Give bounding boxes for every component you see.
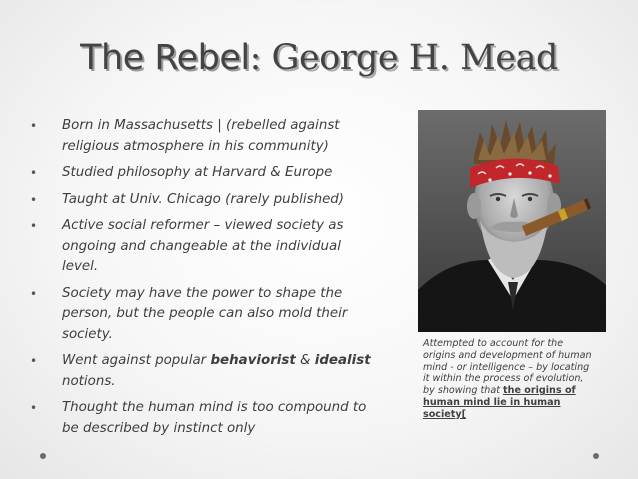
caption-link[interactable]: the origins of human mind lie in human society[ <box>423 385 576 420</box>
title-name: : George H. Mead <box>249 38 558 78</box>
portrait-svg <box>418 110 606 332</box>
bullet-dot: • <box>30 354 38 368</box>
bullet-item <box>30 398 380 439</box>
corner-dot-left <box>40 453 46 459</box>
bullet-bold-behaviorist: behaviorist <box>210 353 296 368</box>
photo-caption <box>423 338 595 421</box>
title-rebel: The Rebel <box>80 38 250 78</box>
bullet-item <box>30 116 380 157</box>
bullet-text: Active social reformer – viewed society as ongoing and changeable at the individual level. <box>62 218 344 274</box>
bullet-dot: • <box>30 119 38 133</box>
bullet-text: notions. <box>62 373 116 389</box>
bullet-dot: • <box>30 166 38 180</box>
bullet-dot: • <box>30 401 38 415</box>
slide-title <box>0 38 638 78</box>
bullet-item <box>30 351 380 392</box>
bullet-text: Studied philosophy at Harvard & Europe <box>62 165 333 180</box>
caption-text: Attempted to account for the origins and development of human mind - or intelligence – by locating it within the process of evolution, by showing that <box>423 338 592 397</box>
bullet-text: & <box>295 353 315 368</box>
bullet-dot: • <box>30 192 38 207</box>
bullet-text: Thought the human mind is too compound to be described by instinct only <box>62 400 367 436</box>
bullet-item <box>30 190 380 211</box>
bullet-bold-idealist: idealist <box>314 353 371 368</box>
bullet-text: Taught at Univ. Chicago (rarely published) <box>62 191 345 207</box>
bullet-dot: • <box>30 286 38 301</box>
bullet-text: Born in Massachusetts | (rebelled against religious atmosphere in his community) <box>62 118 340 154</box>
bullet-text: Society may have the power to shape the person, but the people can also mold their society. <box>62 285 348 342</box>
bullet-item <box>30 216 380 278</box>
bullet-text: Went against popular <box>62 353 211 368</box>
bullet-list <box>30 116 380 445</box>
corner-dot-right <box>593 453 599 459</box>
bullet-item <box>30 284 380 346</box>
bullet-item <box>30 163 380 184</box>
portrait-photo <box>418 110 606 332</box>
bullet-dot: • <box>30 219 38 233</box>
